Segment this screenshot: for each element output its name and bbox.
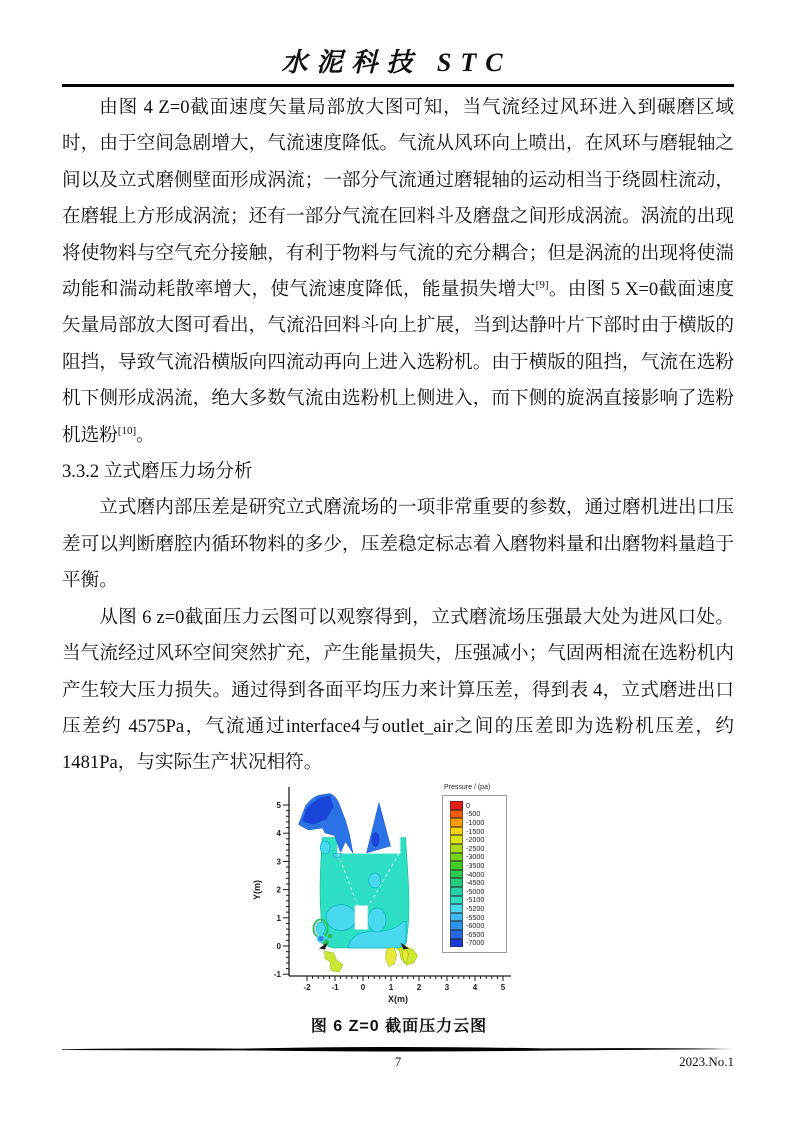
tick-label: 3: [276, 857, 281, 867]
figure-caption: 图 6 Z=0 截面压力云图: [310, 1018, 488, 1035]
legend-swatch: [450, 913, 463, 922]
legend-swatch: [450, 887, 463, 896]
legend-entry: [450, 939, 502, 948]
legend-swatch: [450, 810, 463, 819]
inlet-jet-right-core: [372, 832, 380, 847]
legend-swatch: [450, 878, 463, 887]
page-number: 7: [394, 1054, 402, 1069]
tick-label: 0: [276, 942, 281, 951]
legend-value: -5000: [466, 886, 485, 896]
page-footer: [62, 1046, 734, 1070]
journal-title: 水泥科技 STC: [281, 48, 512, 77]
legend-swatch: [450, 870, 463, 879]
paragraph-text: 。由图 5 X=0截面速度矢量局部放大图可看出，气流沿回料斗向上扩展，当到达静叶片下部时由于横版的阻挡，导致气流沿横版向四流动再向上进入选粉机。由于横版的阻挡，气流在选粉机下侧形成涡流，绝大多数气流由选粉机上侧进入，而下侧的旋涡直接影响了选粉机选粉: [62, 279, 734, 446]
legend-value: -4000: [466, 869, 485, 879]
legend-value: -6000: [466, 921, 485, 931]
legend-value: -500: [466, 809, 481, 819]
tick-label: 2: [276, 885, 281, 895]
tick-label: 5: [276, 801, 281, 810]
footer-rule: [62, 1046, 734, 1053]
legend-value: -1000: [466, 817, 485, 827]
paragraph-velocity-analysis: [62, 90, 734, 454]
legend-swatch: [450, 835, 463, 844]
footer-row: [62, 1054, 734, 1070]
legend-entry: [450, 904, 502, 913]
x-axis-label: X(m): [388, 994, 408, 1004]
legend-swatch: [450, 939, 463, 948]
citation-ref-9: [9]: [535, 278, 549, 291]
legend-entry: [450, 853, 502, 862]
legend-value: -5200: [466, 903, 485, 913]
legend-value: -4500: [466, 878, 485, 888]
tick-label: 2: [416, 983, 422, 992]
legend-entry: [450, 870, 502, 879]
citation-ref-10: [10]: [117, 424, 137, 437]
header-rule: [62, 84, 734, 87]
legend-value: -6500: [466, 929, 485, 939]
section-heading: 3.3.2 立式磨压力场分析: [62, 461, 253, 483]
issue-label: 2023.No.1: [679, 1054, 734, 1069]
paragraph-text: 。: [136, 424, 155, 446]
legend-swatch: [450, 853, 463, 862]
legend-entry: [450, 810, 502, 819]
legend-entry: [450, 913, 502, 922]
legend-swatch: [450, 861, 463, 870]
tick-label: 4: [276, 829, 281, 839]
legend-entry: [450, 827, 502, 836]
legend-swatch: [450, 818, 463, 827]
legend-entry: [450, 878, 502, 887]
legend-entry: [450, 861, 502, 870]
legend-title: Pressure / (pa): [444, 784, 491, 791]
high-pressure-bottom-regions: [325, 947, 418, 973]
legend-value: -3500: [466, 860, 485, 870]
legend-entry: [450, 835, 502, 844]
tick-label: 5: [500, 983, 506, 992]
blue-speck: [317, 935, 324, 942]
paragraph-pressure-results: 从图 6 z=0截面压力云图可以观察得到，立式磨流场压强最大处为进风口处。当气流经过风环空间突然扩充，产生能量损失，压强减小；气固两相流在选粉机内产生较大压力损失。通过得到各面平均压力来计算压差，得到表 4，立式磨进出口压差约 4575Pa，气流通过interface4与outlet_air之间的压差即为选粉机压差，约 1481Pa，与实际生产状况相符。: [62, 606, 734, 774]
legend-value: -7000: [466, 938, 485, 948]
legend-swatch: [450, 827, 463, 836]
legend-swatch: [450, 904, 463, 913]
article-body: [62, 90, 734, 782]
legend-value: -5100: [466, 895, 485, 905]
legend-entry: [450, 921, 502, 930]
pressure-contour-figure: [248, 780, 550, 1036]
tick-label: 1: [276, 913, 281, 923]
tick-label: 4: [472, 983, 478, 992]
legend-value: -2500: [466, 843, 485, 853]
pressure-legend: [442, 784, 512, 953]
tick-label: -1: [331, 983, 339, 992]
y-axis-label: Y(m): [252, 880, 262, 900]
legend-value: 0: [466, 800, 470, 810]
tick-label: 0: [360, 983, 366, 992]
inlet-jet-right: [367, 803, 391, 854]
legend-swatch: [450, 896, 463, 905]
legend-value: -2000: [466, 835, 485, 845]
legend-value: -5500: [466, 912, 485, 922]
paragraph-pressure-intro: 立式磨内部压差是研究立式磨流场的一项非常重要的参数，通过磨机进出口压差可以判断磨腔内循环物料的多少，压差稳定标志着入磨物料量和出磨物料量趋于平衡。: [62, 497, 734, 592]
legend-entry: [450, 818, 502, 827]
contour-plot: [248, 780, 550, 1010]
legend-swatch: [450, 844, 463, 853]
tick-label: 1: [388, 983, 394, 992]
legend-swatch: [450, 801, 463, 810]
legend-entries: [442, 795, 507, 953]
legend-entry: [450, 896, 502, 905]
tick-label: -2: [303, 983, 311, 992]
legend-entry: [450, 844, 502, 853]
center-shaft: [355, 906, 368, 930]
tick-label: 3: [444, 983, 450, 992]
legend-entry: [450, 801, 502, 810]
legend-value: -1500: [466, 826, 485, 836]
legend-swatch: [450, 921, 463, 930]
paragraph-text: 由图 4 Z=0截面速度矢量局部放大图可知，当气流经过风环进入到碾磨区域时，由于空间急剧增大，气流速度降低。气流从风环向上喷出，在风环与磨辊轴之间以及立式磨侧壁面形成涡流；一部分气流通过磨辊轴的运动相当于绕圆柱流动，在磨辊上方形成涡流；还有一部分气流在回料斗及磨盘之间形成涡流。涡流的出现将使物料与空气充分接触，有利于物料与气流的充分耦合；但是涡流的出现将使湍动能和湍动耗散率增大，使气流速度降低，能量损失增大: [62, 97, 734, 301]
legend-entry: [450, 887, 502, 896]
legend-swatch: [450, 930, 463, 939]
legend-entry: [450, 930, 502, 939]
tick-label: -1: [273, 970, 281, 980]
legend-value: -3000: [466, 852, 485, 862]
